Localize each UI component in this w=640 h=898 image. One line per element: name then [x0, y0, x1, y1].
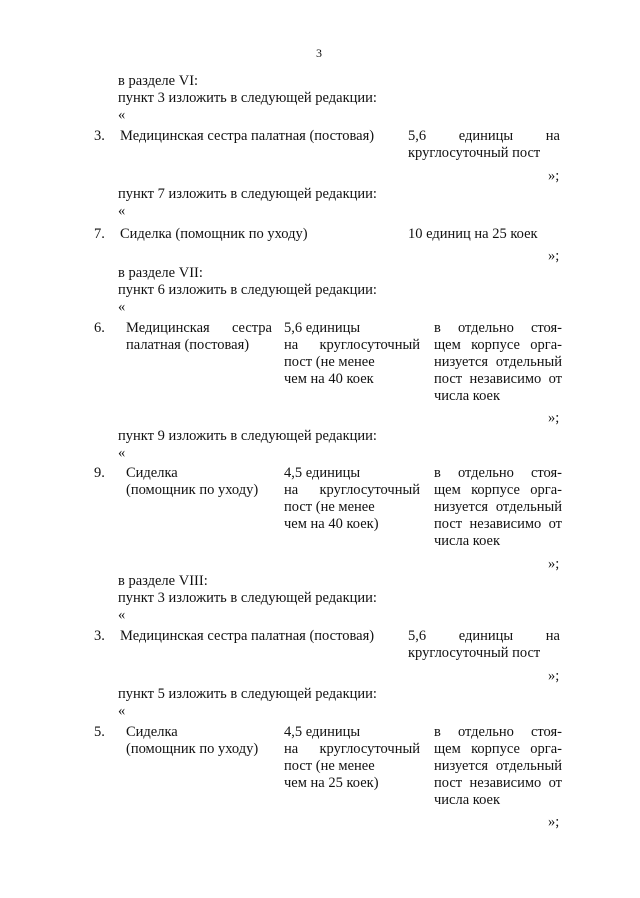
instruction-line: пункт 3 изложить в следующей редакции:	[118, 90, 377, 106]
staffing-norm: на круглосуточный	[284, 337, 420, 353]
open-quote: «	[118, 107, 126, 123]
staffing-note: низуется отдельный	[434, 499, 562, 515]
staffing-norm: 5,6 единицы на	[408, 128, 560, 144]
open-quote: «	[118, 299, 126, 315]
item-number: 6.	[94, 320, 105, 336]
section-heading: в разделе VI:	[118, 73, 199, 89]
open-quote: «	[118, 703, 126, 719]
close-quote: »;	[548, 248, 560, 264]
item-number: 5.	[94, 724, 105, 740]
staffing-norm: 5,6 единицы на	[408, 628, 560, 644]
staffing-norm: пост (не менее	[284, 499, 375, 515]
section-heading: в разделе VII:	[118, 265, 203, 281]
instruction-line: пункт 9 изложить в следующей редакции:	[118, 428, 377, 444]
close-quote: »;	[548, 814, 560, 830]
staffing-norm: 4,5 единицы	[284, 724, 361, 740]
instruction-line: пункт 3 изложить в следующей редакции:	[118, 590, 377, 606]
staffing-norm: пост (не менее	[284, 354, 375, 370]
item-number: 3.	[94, 628, 105, 644]
close-quote: »;	[548, 556, 560, 572]
close-quote: »;	[548, 410, 560, 426]
staffing-norm: круглосуточный пост	[408, 645, 541, 661]
item-name: Сиделка (помощник по уходу)	[120, 226, 308, 242]
staffing-note: пост независимо от	[434, 516, 562, 532]
item-name: Сиделка	[126, 724, 178, 740]
instruction-line: пункт 5 изложить в следующей редакции:	[118, 686, 377, 702]
item-number: 3.	[94, 128, 105, 144]
staffing-norm: чем на 40 коек)	[284, 516, 379, 532]
item-number: 7.	[94, 226, 105, 242]
staffing-note: числа коек	[434, 792, 501, 808]
staffing-norm: 10 единиц на 25 коек	[408, 226, 538, 242]
staffing-note: низуется отдельный	[434, 758, 562, 774]
item-name: Медицинская сестра	[126, 320, 272, 336]
staffing-norm: круглосуточный пост	[408, 145, 541, 161]
staffing-norm: 5,6 единицы	[284, 320, 361, 336]
staffing-norm: чем на 40 коек	[284, 371, 374, 387]
item-name: Медицинская сестра палатная (постовая)	[120, 128, 375, 144]
instruction-line: пункт 7 изложить в следующей редакции:	[118, 186, 377, 202]
staffing-norm: 4,5 единицы	[284, 465, 361, 481]
staffing-note: щем корпусе орга-	[434, 741, 562, 757]
staffing-norm: пост (не менее	[284, 758, 375, 774]
open-quote: «	[118, 203, 126, 219]
staffing-note: в отдельно стоя-	[434, 724, 562, 740]
close-quote: »;	[548, 668, 560, 684]
staffing-note: низуется отдельный	[434, 354, 562, 370]
item-name: палатная (постовая)	[126, 337, 250, 353]
staffing-note: пост независимо от	[434, 775, 562, 791]
item-number: 9.	[94, 465, 105, 481]
section-heading: в разделе VIII:	[118, 573, 208, 589]
staffing-note: числа коек	[434, 533, 501, 549]
item-name: (помощник по уходу)	[126, 741, 259, 757]
staffing-norm: на круглосуточный	[284, 482, 420, 498]
item-name: Медицинская сестра палатная (постовая)	[120, 628, 375, 644]
staffing-note: в отдельно стоя-	[434, 320, 562, 336]
page-number: 3	[316, 46, 322, 60]
staffing-norm: на круглосуточный	[284, 741, 420, 757]
staffing-norm: чем на 25 коек)	[284, 775, 379, 791]
item-name: (помощник по уходу)	[126, 482, 259, 498]
instruction-line: пункт 6 изложить в следующей редакции:	[118, 282, 377, 298]
staffing-note: в отдельно стоя-	[434, 465, 562, 481]
staffing-note: щем корпусе орга-	[434, 482, 562, 498]
open-quote: «	[118, 607, 126, 623]
staffing-note: щем корпусе орга-	[434, 337, 562, 353]
staffing-note: пост независимо от	[434, 371, 562, 387]
close-quote: »;	[548, 168, 560, 184]
item-name: Сиделка	[126, 465, 178, 481]
open-quote: «	[118, 445, 126, 461]
staffing-note: числа коек	[434, 388, 501, 404]
